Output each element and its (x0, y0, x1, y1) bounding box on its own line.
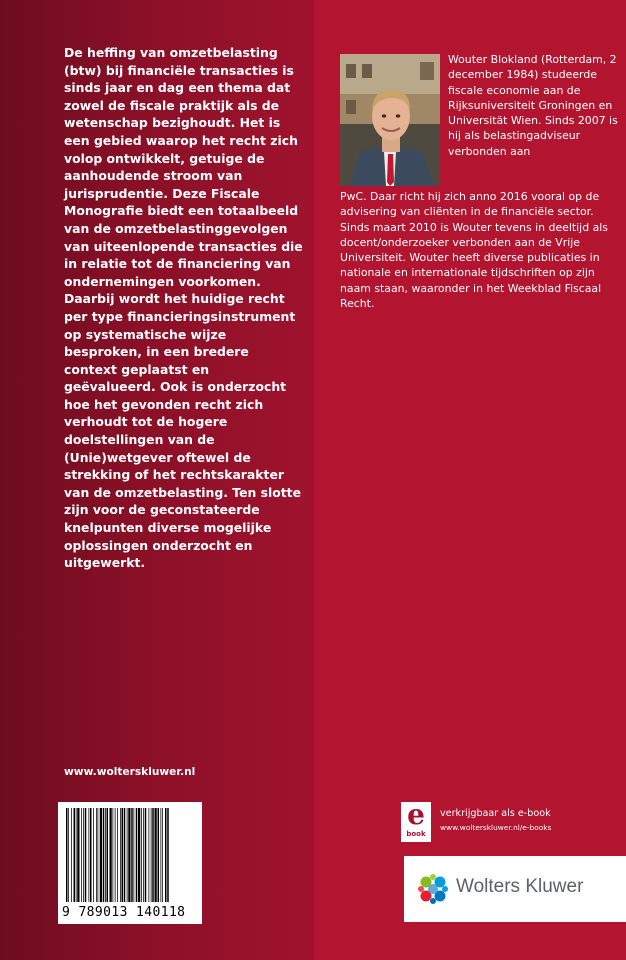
barcode-bar (143, 808, 144, 902)
ebook-url[interactable]: www.wolterskluwer.nl/e-books (440, 823, 552, 832)
barcode-bar (165, 808, 167, 902)
barcode-bar (90, 808, 92, 902)
barcode-bar (81, 808, 82, 902)
ebook-icon-letter: e (407, 798, 425, 831)
publisher-website[interactable]: www.wolterskluwer.nl (64, 766, 196, 778)
barcode-bar (117, 808, 118, 902)
barcode-bar (77, 808, 79, 902)
barcode-bar (85, 808, 87, 902)
author-portrait-illustration (340, 54, 440, 186)
barcode-bar (74, 808, 76, 902)
barcode-bar (167, 808, 169, 902)
barcode-bar (76, 808, 77, 902)
barcode-bar (115, 808, 116, 902)
barcode-bar (83, 808, 84, 902)
barcode-bar (96, 808, 97, 902)
barcode-bar (105, 808, 106, 902)
author-bio-top: Wouter Blokland (Rotterdam, 2 december 1984) studeerde fiscale economie aan de Rijksuniversiteit Groningen en Universität Wien. Sinds 2007 is hij als belastingadviseur verbonden aan (448, 53, 618, 158)
book-blurb: De heffing van omzetbelasting (btw) bij financiële transacties is sinds jaar en dag een thema dat zowel de fiscale praktijk als de wetenschap bezighoudt. Het is een gebied waarop het recht zich volop ontwikkelt, getuige de aanhoudende stroom van jurisprudentie. Deze Fiscale Monografie biedt een totaalbeeld van de omzetbelastinggevolgen van uiteenlopende transacties die in relatie tot de financiering van ondernemingen voorkomen. Daarbij wordt het huidige recht per type financieringsinstrument op systematische wijze besproken, in een bredere context geplaatst en geëvalueerd. Ook is onderzocht hoe het gevonden recht zich verhoudt tot de hogere doelstellingen van de (Unie)wetgever oftewel de strekking of het rechtskarakter van de omzetbelasting. Ten slotte zijn voor de geconstateerde knelpunten diverse mogelijke oplossingen onderzocht en uitgewerkt. (64, 45, 303, 571)
barcode-bar (131, 808, 133, 902)
barcode-bar (68, 808, 69, 902)
publisher-name: Wolters Kluwer (456, 876, 584, 897)
isbn-digits: 9 789013 140118 (62, 905, 186, 920)
barcode-bar (100, 808, 102, 902)
barcode-bar (149, 808, 150, 902)
barcode-bar (124, 808, 126, 902)
barcode-bar (110, 808, 112, 902)
barcode-bar (158, 808, 160, 902)
wolters-kluwer-logo-icon (417, 873, 449, 905)
barcode-bar (152, 808, 154, 902)
isbn-barcode (58, 802, 202, 924)
barcode-bar (145, 808, 147, 902)
barcode-bar (128, 808, 130, 902)
barcode-bar (122, 808, 124, 902)
barcode-bar (162, 808, 163, 902)
barcode-bar (98, 808, 99, 902)
barcode-bar (136, 808, 138, 902)
ebook-icon-text: book (406, 830, 426, 838)
barcode-bar (71, 808, 72, 902)
barcode-bar (103, 808, 105, 902)
ebook-availability-label: verkrijgbaar als e-book (440, 808, 551, 819)
barcode-bar (89, 808, 90, 902)
barcode-bar (155, 808, 157, 902)
barcode-bar (127, 808, 128, 902)
barcode-bars (64, 808, 196, 904)
barcode-bar (66, 808, 68, 902)
barcode-bar (107, 808, 109, 902)
author-bio-bottom: PwC. Daar richt hij zich anno 2016 vooral op de advisering van cliënten in de financiële sector. Sinds maart 2010 is Wouter tevens in deeltijd als docent/onderzoeker verbonden aan de Vrije Universiteit. Wouter heeft diverse publicaties in nationale en internationale tijdschriften op zijn naam staan, waaronder in het Weekblad Fiscaal Recht. (340, 190, 608, 311)
barcode-bar (138, 808, 140, 902)
publisher-logo-box (404, 856, 626, 922)
barcode-bar (151, 808, 152, 902)
ebook-icon (401, 798, 431, 842)
author-photo (340, 54, 440, 186)
barcode-bar (113, 808, 114, 902)
barcode-bar (141, 808, 142, 902)
barcode-bar (161, 808, 162, 902)
barcode-bar (120, 808, 121, 902)
barcode-bar (93, 808, 94, 902)
barcode-bar (134, 808, 135, 902)
